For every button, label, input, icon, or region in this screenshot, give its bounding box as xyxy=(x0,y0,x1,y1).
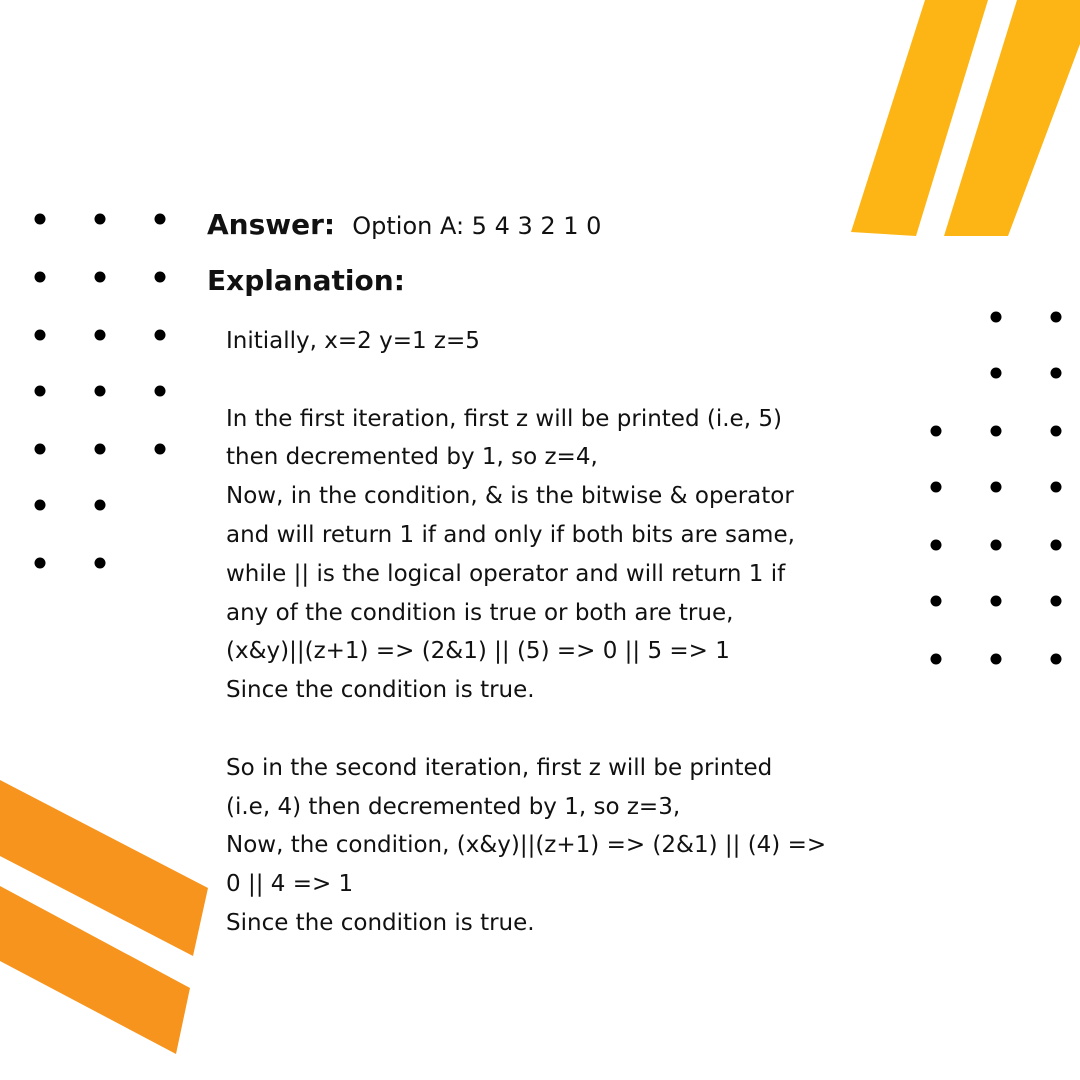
explanation-line: In the first iteration, first z will be printed (i.e, 5) xyxy=(226,405,782,432)
answer-line xyxy=(207,208,601,241)
explanation-line: Since the condition is true. xyxy=(226,909,535,936)
explanation-line: (x&y)||(z+1) => (2&1) || (5) => 0 || 5 => 1 xyxy=(226,638,730,665)
explanation-line xyxy=(226,710,916,749)
explanation-line: 0 || 4 => 1 xyxy=(226,871,354,898)
explanation-line: while || is the logical operator and will return 1 if xyxy=(226,560,786,587)
explanation-line: So in the second iteration, first z will be printed xyxy=(226,754,773,781)
explanation-line: then decremented by 1, so z=4, xyxy=(226,444,598,471)
answer-value: Option A: 5 4 3 2 1 0 xyxy=(352,212,602,240)
explanation-body xyxy=(226,322,916,943)
explanation-line: and will return 1 if and only if both bits are same, xyxy=(226,521,795,548)
explanation-line: Since the condition is true. xyxy=(226,677,535,704)
explanation-line: Now, the condition, (x&y)||(z+1) => (2&1) || (4) => xyxy=(226,832,827,859)
explanation-line: (i.e, 4) then decremented by 1, so z=3, xyxy=(226,793,681,820)
explanation-line: Now, in the condition, & is the bitwise & operator xyxy=(226,483,794,510)
answer-label: Answer: xyxy=(207,208,336,241)
explanation-line: any of the condition is true or both are true, xyxy=(226,599,734,626)
explanation-heading: Explanation: xyxy=(207,264,405,297)
explanation-line xyxy=(226,361,916,400)
explanation-line: Initially, x=2 y=1 z=5 xyxy=(226,328,480,354)
